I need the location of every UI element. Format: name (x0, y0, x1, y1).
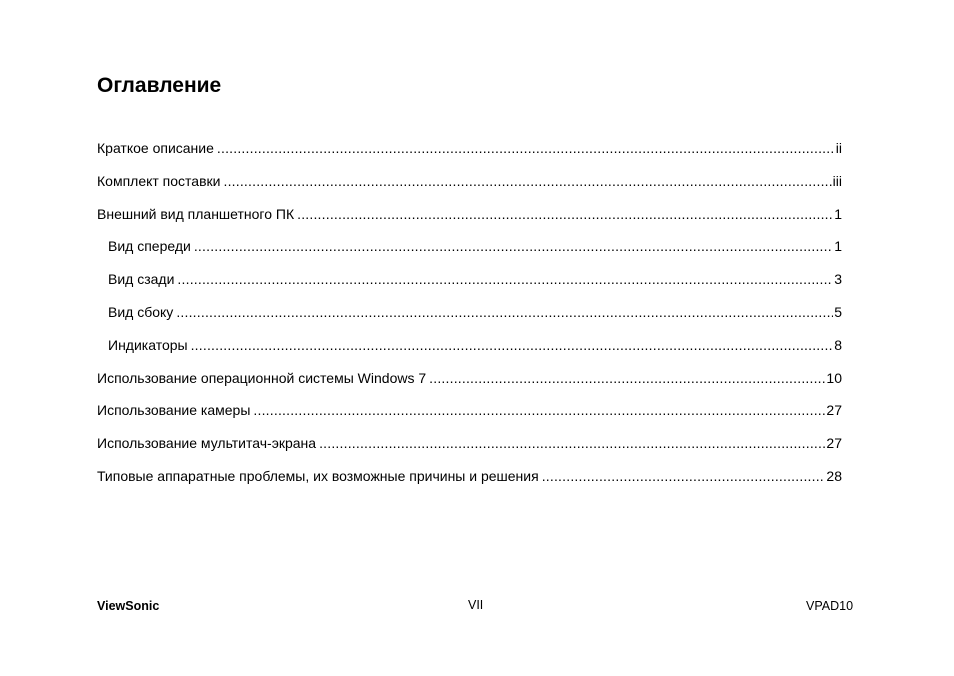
footer-brand: ViewSonic (97, 599, 160, 613)
toc-entry-text: Типовые аппаратные проблемы, их возможные причины и решения (97, 467, 539, 484)
toc-entry-page: 3 (834, 271, 842, 288)
toc-entry-camera[interactable] (97, 399, 842, 432)
toc-entry-text: Использование операционной системы Windows 7 (97, 369, 427, 386)
toc-entry-page: 28 (826, 467, 842, 484)
toc-entry-page: 10 (826, 369, 842, 386)
toc-entry-windows-7[interactable] (97, 367, 842, 400)
toc-dot-leader (194, 235, 833, 257)
toc-entry-page: 27 (826, 435, 842, 452)
toc-entry-page: 8 (834, 336, 842, 353)
toc-entry-text: Вид сзади (108, 271, 175, 288)
toc-entry-short-description[interactable] (97, 137, 842, 170)
toc-entry-page: 1 (834, 205, 842, 222)
toc-dot-leader (297, 203, 833, 225)
toc-entry-tablet-appearance[interactable] (97, 203, 842, 236)
toc-entry-page: 5 (834, 303, 842, 320)
toc-dot-leader (217, 137, 835, 159)
toc-entry-text: Краткое описание (97, 140, 214, 156)
toc-entry-text: Использование мультитач-экрана (97, 435, 317, 452)
footer-model: VPAD10 (806, 599, 854, 613)
toc-dot-leader (176, 301, 833, 323)
toc-entry-indicators[interactable] (97, 334, 842, 367)
toc-dot-leader (223, 170, 831, 192)
toc-entry-text: Использование камеры (97, 402, 251, 419)
toc-dot-leader (177, 268, 833, 290)
toc-entry-text: Вид спереди (108, 238, 191, 255)
table-of-contents (97, 137, 842, 498)
toc-entry-rear-view[interactable] (97, 268, 842, 301)
footer-page-number: VII (468, 598, 484, 612)
toc-entry-multitouch[interactable] (97, 432, 842, 465)
toc-entry-page: 27 (826, 402, 842, 419)
toc-entry-front-view[interactable] (97, 235, 842, 268)
toc-entry-side-view[interactable] (97, 301, 842, 334)
toc-entry-page: 1 (834, 238, 842, 255)
toc-entry-text: Внешний вид планшетного ПК (97, 205, 295, 222)
toc-entry-text: Вид сбоку (108, 303, 174, 320)
toc-entry-package-contents[interactable] (97, 170, 842, 203)
toc-dot-leader (319, 432, 825, 454)
toc-dot-leader (429, 367, 825, 389)
toc-entry-text: Индикаторы (108, 336, 188, 353)
toc-entry-text: Комплект поставки (97, 172, 221, 189)
toc-entry-page: ii (835, 140, 842, 156)
page-title: Оглавление (97, 74, 222, 97)
toc-dot-leader (191, 334, 834, 356)
toc-entry-troubleshooting[interactable] (97, 465, 842, 498)
toc-dot-leader (542, 465, 826, 487)
toc-entry-page: iii (832, 172, 842, 189)
toc-dot-leader (253, 399, 825, 421)
